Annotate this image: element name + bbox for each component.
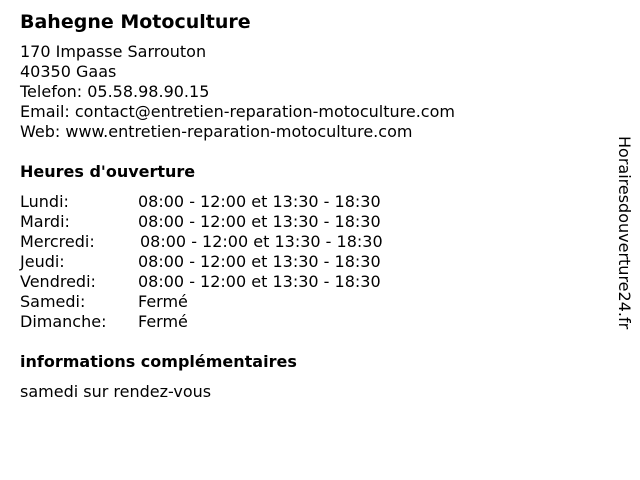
info-text: samedi sur rendez-vous bbox=[20, 382, 212, 401]
address-city: 40350 Gaas bbox=[20, 62, 117, 81]
hours-row-samedi bbox=[20, 292, 600, 312]
hours-row-jeudi bbox=[20, 252, 600, 272]
day-label: Dimanche: bbox=[20, 312, 107, 331]
day-hours: 08:00 - 12:00 et 13:30 - 18:30 bbox=[138, 192, 381, 211]
hours-row-dimanche bbox=[20, 312, 600, 332]
day-hours: 08:00 - 12:00 et 13:30 - 18:30 bbox=[138, 212, 381, 231]
day-hours: 08:00 - 12:00 et 13:30 - 18:30 bbox=[138, 272, 381, 291]
day-label: Samedi: bbox=[20, 292, 86, 311]
hours-row-lundi bbox=[20, 192, 600, 212]
web-line: Web: www.entretien-reparation-motoculture.com bbox=[20, 122, 413, 141]
day-label: Mardi: bbox=[20, 212, 70, 231]
business-name: Bahegne Motoculture bbox=[20, 11, 251, 33]
hours-row-mercredi bbox=[20, 232, 600, 252]
day-hours: 08:00 - 12:00 et 13:30 - 18:30 bbox=[140, 232, 383, 251]
hours-heading: Heures d'ouverture bbox=[20, 162, 196, 181]
address-street: 170 Impasse Sarrouton bbox=[20, 42, 207, 61]
site-watermark: Horairesdouverture24.fr bbox=[615, 136, 634, 330]
day-hours: Fermé bbox=[138, 292, 188, 311]
day-label: Mercredi: bbox=[20, 232, 95, 251]
day-label: Lundi: bbox=[20, 192, 69, 211]
business-card bbox=[20, 10, 600, 402]
day-hours: Fermé bbox=[138, 312, 188, 331]
phone-line: Telefon: 05.58.98.90.15 bbox=[20, 82, 210, 101]
day-label: Jeudi: bbox=[20, 252, 65, 271]
email-line: Email: contact@entretien-reparation-motoculture.com bbox=[20, 102, 455, 121]
hours-table bbox=[20, 192, 600, 332]
info-heading: informations complémentaires bbox=[20, 352, 297, 371]
day-label: Vendredi: bbox=[20, 272, 96, 291]
hours-row-mardi bbox=[20, 212, 600, 232]
day-hours: 08:00 - 12:00 et 13:30 - 18:30 bbox=[138, 252, 381, 271]
hours-row-vendredi bbox=[20, 272, 600, 292]
